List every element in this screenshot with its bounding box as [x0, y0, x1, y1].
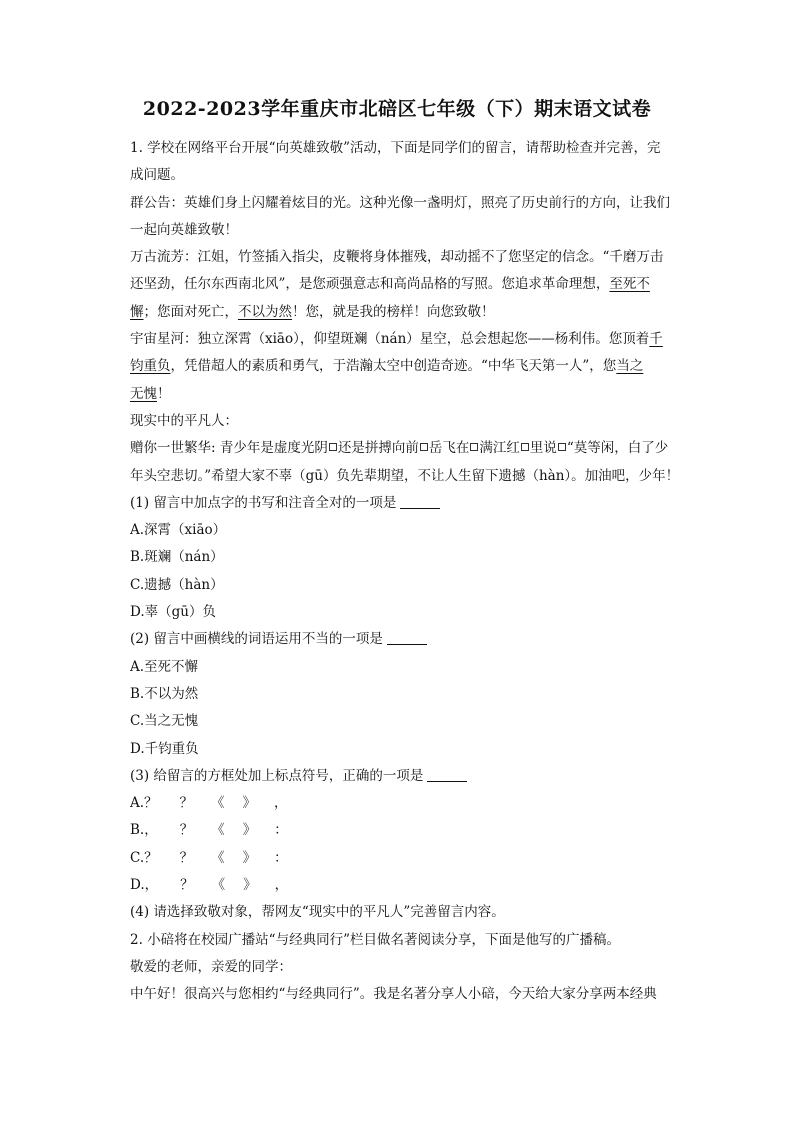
q1-post3-line3: 无愧！: [130, 385, 171, 402]
sub2-option-a[interactable]: A.至死不懈: [130, 658, 199, 675]
underlined-word: 至死不: [609, 276, 650, 293]
underlined-word: 无愧: [130, 385, 157, 402]
punctuation-box: [420, 443, 428, 451]
page-title: 2022-2023学年重庆市北碚区七年级（下）期末语文试卷: [142, 98, 652, 120]
sub3-option-d[interactable]: D.， ？ 《 》 ，: [130, 877, 289, 894]
sub3-option-b[interactable]: B.， ？ 《 》 ：: [130, 822, 288, 839]
q2-body: 中午好！很高兴与您相约“与经典同行”。我是名著分享人小碚，今天给大家分享两本经典: [130, 986, 657, 1003]
sub2-option-b[interactable]: B.不以为然: [130, 685, 199, 702]
q1-post1-line2: 一起向英雄致敬！: [130, 221, 238, 238]
q1-post2-line2: 还坚劲，任尔东西南北风”，是您顽强意志和高尚品格的写照。您追求革命理想，至死不: [130, 276, 650, 293]
q1-intro-line2: 成问题。: [130, 167, 184, 184]
sub3-option-c[interactable]: C.？ ？ 《 》 ：: [130, 849, 288, 866]
underlined-word: 懈: [130, 303, 144, 320]
underlined-word: 千: [649, 331, 663, 348]
answer-blank[interactable]: [427, 767, 467, 782]
q1-post2-line1: 万古流芳：江姐，竹签插入指尖，皮鞭将身体摧残，却动摇不了您坚定的信念。“千磨万击: [130, 249, 664, 266]
exam-content: [130, 135, 696, 1009]
sub1-option-b[interactable]: B.斑斓（nán）: [130, 549, 224, 566]
sub4-stem: (4) 请选择致敬对象，帮网友“现实中的平凡人”完善留言内容。: [130, 904, 505, 921]
answer-blank[interactable]: [387, 630, 427, 645]
punctuation-box: [521, 443, 529, 451]
q2-greeting: 敬爱的老师，亲爱的同学：: [130, 958, 292, 975]
q1-post4: 现实中的平凡人：: [130, 412, 238, 429]
q1-post2-line3: 懈；您面对死亡，不以为然！您，就是我的榜样！向您致敬！: [130, 303, 495, 320]
sub1-option-a[interactable]: A.深霄（xiāo）: [130, 522, 227, 539]
sub1-option-d[interactable]: D.辜（gū）负: [130, 604, 216, 621]
q1-post1-line1: 群公告：英雄们身上闪耀着炫目的光。这种光像一盏明灯，照亮了历史前行的方向，让我们: [130, 194, 670, 211]
punctuation-box: [470, 443, 478, 451]
sub2-option-c[interactable]: C.当之无愧: [130, 713, 199, 730]
punctuation-box: [558, 443, 566, 451]
q1-post3-line1: 宇宙星河：独立深霄（xiāo），仰望斑斓（nán）星空，总会想起您——杨利伟。您顶着千: [130, 331, 663, 348]
punctuation-box: [329, 443, 337, 451]
q1-post5-line1: 赠你一世繁华: 青少年是虚度光阴 还是拼搏向前 岳飞在 满江红 里说 “莫等闲，白了少: [130, 440, 669, 457]
sub1-option-c[interactable]: C.遗撼（hàn）: [130, 576, 224, 593]
q1-intro-line1: 1. 学校在网络平台开展“向英雄致敬”活动，下面是同学们的留言，请帮助检查并完善，完: [130, 140, 661, 156]
sub2-option-d[interactable]: D.千钧重负: [130, 740, 199, 757]
q1-post5-line2: 年头空悲切。”希望大家不辜（gū）负先辈期望，不让人生留下遗撼（hàn）。加油吧，少年！: [130, 467, 680, 484]
sub2-stem: (2) 留言中画横线的词语运用不当的一项是: [130, 626, 696, 653]
underlined-word: 当之: [616, 358, 644, 375]
answer-blank[interactable]: [400, 494, 440, 509]
sub1-stem: (1) 留言中加点字的书写和注音全对的一项是: [130, 490, 696, 517]
underlined-word: 钧重负: [130, 358, 171, 375]
sub3-stem: (3) 给留言的方框处加上标点符号，正确的一项是: [130, 763, 696, 790]
underlined-word: 不以为然: [238, 303, 292, 320]
q1-post3-line2: 钧重负，凭借超人的素质和勇气，于浩瀚太空中创造奇迹。“中华飞天第一人”，您当之: [130, 358, 644, 375]
q2-intro: 2. 小碚将在校园广播站“与经典同行”栏目做名著阅读分享，下面是他写的广播稿。: [130, 931, 620, 948]
sub3-option-a[interactable]: A.？ ？ 《 》 ，: [130, 795, 288, 812]
